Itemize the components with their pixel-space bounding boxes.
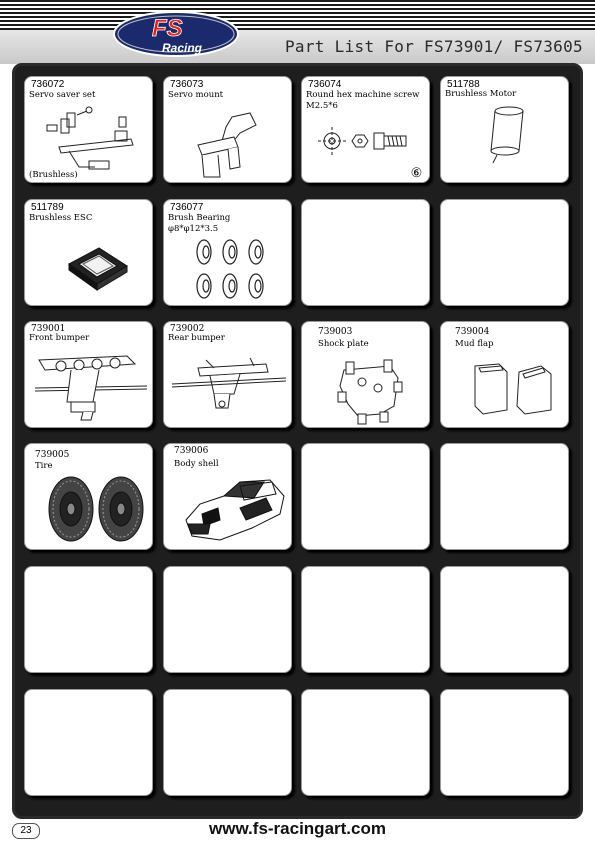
part-name: Rear bumper	[168, 333, 225, 343]
mud-flap-drawing	[469, 360, 559, 420]
page-number: 23	[12, 823, 40, 839]
part-code: 739004	[455, 327, 490, 337]
part-cell-empty	[440, 566, 569, 673]
bearing-drawing	[194, 238, 274, 302]
part-name: Servo mount	[168, 90, 224, 100]
part-cell-739003	[301, 321, 430, 428]
part-cell-empty	[301, 566, 430, 673]
part-cell-739004	[440, 321, 569, 428]
servo-saver-drawing	[39, 105, 144, 175]
part-cell-736073	[163, 76, 292, 183]
part-cell-empty	[301, 689, 430, 796]
part-code: 736072	[31, 79, 65, 90]
part-cell-739005	[24, 443, 153, 550]
part-cell-empty	[301, 199, 430, 306]
part-code: 511789	[31, 202, 64, 213]
part-code: 739005	[35, 450, 70, 460]
part-name: Brushless Motor	[445, 89, 517, 99]
part-cell-empty	[440, 443, 569, 550]
part-cell-739001	[24, 321, 153, 428]
part-cell-empty	[440, 689, 569, 796]
part-cell-empty	[163, 689, 292, 796]
tire-drawing	[47, 474, 151, 544]
part-name: Front bumper	[29, 333, 90, 343]
body-shell-drawing	[180, 474, 288, 544]
part-name: Round hex machine screw M2.5*6	[306, 90, 420, 111]
logo-main-text: FS	[152, 15, 183, 42]
esc-drawing	[63, 242, 133, 292]
part-name: Servo saver set	[29, 90, 96, 100]
part-code: 736077	[170, 202, 204, 213]
part-cell-739006	[163, 443, 292, 550]
part-name: Brush Bearing φ8*φ12*3.5	[168, 213, 231, 234]
part-code: 739002	[170, 324, 205, 334]
part-cell-736074	[301, 76, 430, 183]
part-name: Mud flap	[455, 339, 494, 349]
part-cell-empty	[24, 566, 153, 673]
front-bumper-drawing	[31, 346, 149, 422]
rear-bumper-drawing	[170, 348, 288, 418]
part-code: 739003	[318, 327, 353, 337]
part-name: Shock plate	[318, 339, 369, 349]
part-note: (Brushless)	[29, 170, 78, 180]
part-cell-empty	[301, 443, 430, 550]
part-code: 739001	[31, 324, 66, 334]
part-name: Tire	[35, 461, 53, 471]
part-name: Brushless ESC	[29, 213, 93, 223]
screw-drawing	[318, 121, 418, 161]
website-url[interactable]: www.fs-racingart.com	[209, 819, 386, 838]
part-code: 511788	[447, 79, 480, 90]
quantity-badge: ⑥	[410, 165, 423, 180]
page-title: Part List For FS73901/ FS73605	[285, 37, 583, 56]
logo-sub-text: Racing	[162, 41, 203, 55]
part-cell-empty	[440, 199, 569, 306]
part-cell-empty	[163, 566, 292, 673]
part-cell-511789	[24, 199, 153, 306]
servo-mount-drawing	[192, 111, 272, 181]
part-cell-511788	[440, 76, 569, 183]
motor-drawing	[479, 105, 539, 165]
part-code: 736073	[170, 79, 204, 90]
part-cell-736077	[163, 199, 292, 306]
part-cell-739002	[163, 321, 292, 428]
part-cell-empty	[24, 689, 153, 796]
part-cell-736072	[24, 76, 153, 183]
part-name: Body shell	[174, 459, 219, 469]
fs-racing-logo	[112, 4, 240, 60]
shock-plate-drawing	[328, 356, 412, 426]
part-code: 736074	[308, 79, 342, 90]
part-code: 739006	[174, 446, 209, 456]
